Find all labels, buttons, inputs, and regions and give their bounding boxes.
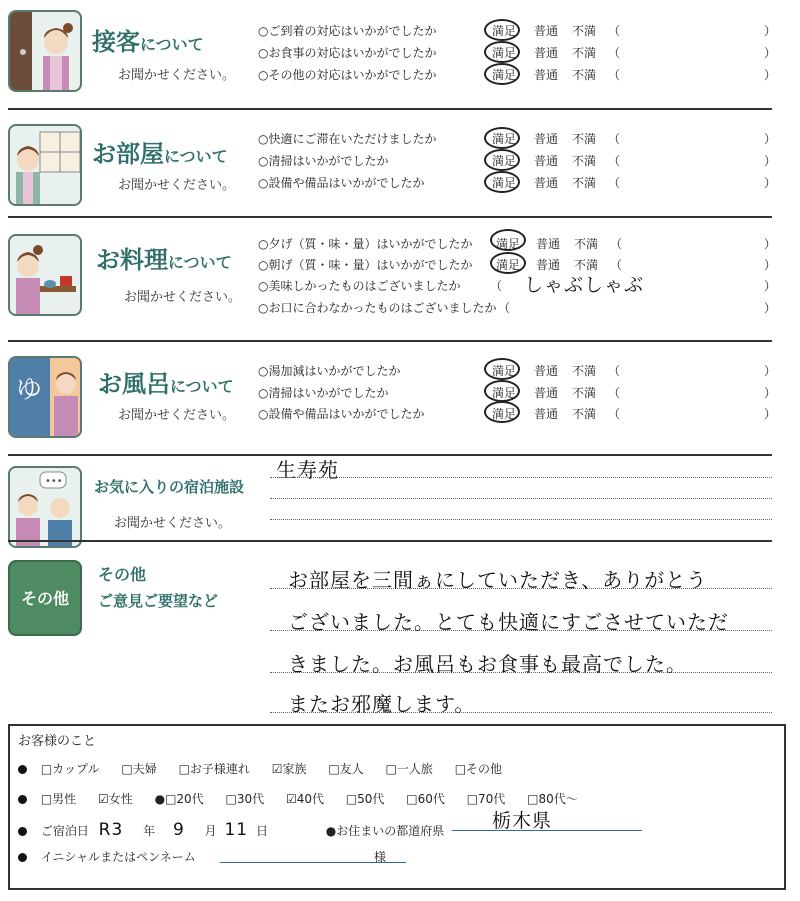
comment-close-paren: ） (764, 46, 777, 60)
stay-month-value[interactable]: 9 (172, 820, 185, 840)
comment-open-paren: （ (498, 301, 511, 315)
bath-illustration (8, 356, 82, 438)
comment-close-paren: ） (764, 279, 777, 293)
group-other-checkbox[interactable]: □その他 (454, 762, 503, 776)
comment-open-paren: （ (608, 24, 621, 38)
cuisine-title: お料理について (96, 246, 232, 274)
divider (8, 216, 772, 218)
favorite-dish-answer: しゃぶしゃぶ (524, 274, 645, 296)
selected-mark (484, 380, 520, 402)
other-badge (8, 560, 82, 636)
comment-close-paren: ） (764, 24, 777, 38)
other-title: その他 (98, 565, 147, 584)
rating-good[interactable]: 満足 (492, 24, 517, 38)
group-row (18, 760, 520, 777)
comment-open-paren: （ (608, 132, 621, 146)
age-40s-checkbox[interactable]: ☑40代 (285, 792, 324, 806)
rating-good[interactable]: 満足 (492, 176, 517, 190)
selected-mark (490, 252, 526, 274)
svg-text:ゆ: ゆ (16, 375, 43, 405)
svg-text:•••: ••• (45, 476, 63, 487)
comment-line-1: お部屋を三間ぁにしていただき、ありがとう (288, 568, 708, 592)
question-breakfast: ○朝げ（質・味・量）はいかがでしたか (258, 258, 473, 272)
rating-bad[interactable]: 不満 (572, 176, 597, 190)
group-children-checkbox[interactable]: □お子様連れ (178, 762, 250, 776)
room-subtitle: お聞かせください。 (118, 178, 236, 193)
bullet-icon (18, 765, 27, 774)
rating-normal[interactable]: 普通 (534, 24, 559, 38)
rating-bad[interactable]: 不満 (574, 237, 599, 251)
other-subtitle: ご意見ご要望など (98, 592, 219, 610)
other-badge-label: その他 (20, 589, 69, 608)
favorite-facility-title: お気に入りの宿泊施設 (94, 478, 245, 496)
rating-good[interactable]: 満足 (492, 407, 517, 421)
year-label: 年 (143, 824, 156, 838)
stay-day-value[interactable]: 11 (224, 820, 249, 840)
comment-close-paren: ） (764, 68, 777, 82)
comment-open-paren: （ (608, 154, 621, 168)
comment-close-paren: ） (764, 364, 777, 378)
group-friends-checkbox[interactable]: □友人 (328, 762, 364, 776)
age-30s-checkbox[interactable]: □30代 (225, 792, 265, 806)
comment-open-paren: （ (608, 68, 621, 82)
comment-open-paren: （ (610, 237, 623, 251)
gender-male-checkbox[interactable]: □男性 (40, 792, 77, 806)
question-other-service: ○その他の対応はいかがでしたか (258, 68, 437, 82)
comment-close-paren: ） (764, 132, 777, 146)
divider (8, 108, 772, 110)
rating-normal[interactable]: 普通 (534, 386, 559, 400)
question-dinner: ○夕げ（質・味・量）はいかがでしたか (258, 237, 473, 251)
room-illustration (8, 124, 82, 206)
gender-age-row (18, 790, 596, 807)
comment-close-paren: ） (764, 237, 777, 251)
selected-mark (484, 19, 520, 41)
bath-title: お風呂について (98, 370, 234, 398)
prefecture-label: ●お住まいの都道府県 (325, 824, 445, 838)
chat-illustration (8, 466, 82, 548)
divider (8, 454, 772, 456)
bullet-icon (18, 827, 27, 836)
comment-close-paren: ） (764, 176, 777, 190)
comment-open-paren: （ (608, 364, 621, 378)
comment-open-paren: （ (608, 386, 621, 400)
age-50s-checkbox[interactable]: □50代 (345, 792, 385, 806)
group-family-checkbox[interactable]: ☑家族 (271, 762, 307, 776)
age-20s-checkbox[interactable]: ●□20代 (154, 792, 204, 806)
selected-mark (484, 358, 520, 380)
comment-open-paren: （ (608, 176, 621, 190)
receptionist-illustration (8, 10, 82, 92)
question-water-temp: ○湯加減はいかがでしたか (258, 364, 401, 378)
selected-mark (484, 149, 520, 171)
gender-female-checkbox[interactable]: ☑女性 (98, 792, 133, 806)
name-label: イニシャルまたはペンネーム (40, 850, 196, 864)
rating-bad[interactable]: 不満 (572, 24, 597, 38)
question-bath-cleaning: ○清掃はいかがでしたか (258, 386, 389, 400)
writing-line (270, 498, 772, 499)
customer-heading: お客様のこと (18, 734, 97, 749)
comment-open-paren: （ (610, 258, 623, 272)
rating-bad[interactable]: 不満 (574, 258, 599, 272)
rating-bad[interactable]: 不満 (572, 407, 597, 421)
bullet-icon (18, 795, 27, 804)
group-married-checkbox[interactable]: □夫婦 (121, 762, 157, 776)
rating-good[interactable]: 満足 (492, 46, 517, 60)
favorite-facility-subtitle: お聞かせください。 (114, 516, 232, 531)
rating-normal[interactable]: 普通 (536, 237, 561, 251)
rating-bad[interactable]: 不満 (572, 68, 597, 82)
question-bath-equipment: ○設備や備品はいかがでしたか (258, 407, 425, 421)
writing-line (270, 477, 772, 478)
rating-normal[interactable]: 普通 (534, 46, 559, 60)
rating-good[interactable]: 満足 (492, 68, 517, 82)
rating-good[interactable]: 満足 (492, 132, 517, 146)
writing-line (270, 519, 772, 520)
question-favorite-dish: ○美味しかったものはございましたか (258, 279, 461, 293)
bath-subtitle: お聞かせください。 (118, 408, 236, 423)
comment-open-paren: （ (490, 279, 503, 293)
comment-line-3: きました。お風呂もお食事も最高でした。 (288, 652, 687, 676)
rating-normal[interactable]: 普通 (534, 407, 559, 421)
reception-title: 接客について (92, 28, 204, 56)
selected-mark (484, 63, 520, 85)
age-70s-checkbox[interactable]: □70代 (466, 792, 506, 806)
favorite-facility-answer: 生寿苑 (276, 458, 339, 482)
customer-info-box (8, 724, 786, 890)
rating-bad[interactable]: 不満 (572, 132, 597, 146)
comment-close-paren: ） (764, 258, 777, 272)
rating-good[interactable]: 満足 (492, 386, 517, 400)
rating-normal[interactable]: 普通 (534, 154, 559, 168)
rating-normal[interactable]: 普通 (534, 364, 559, 378)
divider (8, 340, 772, 342)
comment-close-paren: ） (764, 407, 777, 421)
group-solo-checkbox[interactable]: □一人旅 (385, 762, 433, 776)
rating-normal[interactable]: 普通 (534, 132, 559, 146)
rating-good[interactable]: 満足 (496, 237, 521, 251)
divider (8, 540, 772, 542)
question-room-equipment: ○設備や備品はいかがでしたか (258, 176, 425, 190)
question-room-cleaning: ○清掃はいかがでしたか (258, 154, 389, 168)
rating-bad[interactable]: 不満 (572, 46, 597, 60)
selected-mark (484, 127, 520, 149)
comment-open-paren: （ (608, 46, 621, 60)
question-arrival: ○ご到着の対応はいかがでしたか (258, 24, 437, 38)
day-label: 日 (255, 824, 268, 838)
rating-good[interactable]: 満足 (496, 258, 521, 272)
rating-normal[interactable]: 普通 (534, 68, 559, 82)
comment-close-paren: ） (764, 301, 777, 315)
prefecture-underline (452, 830, 642, 831)
rating-good[interactable]: 満足 (492, 364, 517, 378)
stay-era-value[interactable]: R3 (98, 820, 124, 840)
selected-mark (484, 171, 520, 193)
question-meal-service: ○お食事の対応はいかがでしたか (258, 46, 437, 60)
question-disliked-dish: ○お口に合わなかったものはございましたか (258, 301, 497, 315)
comment-close-paren: ） (764, 386, 777, 400)
age-60s-checkbox[interactable]: □60代 (406, 792, 445, 806)
cuisine-subtitle: お聞かせください。 (124, 290, 242, 305)
selected-mark (484, 401, 520, 423)
stay-date-label: ご宿泊日 (40, 824, 89, 838)
group-couple-checkbox[interactable]: □カップル (40, 762, 100, 776)
cuisine-illustration (8, 234, 82, 316)
rating-normal[interactable]: 普通 (534, 176, 559, 190)
rating-bad[interactable]: 不満 (572, 386, 597, 400)
prefecture-value[interactable]: 栃木県 (492, 810, 553, 832)
reception-subtitle: お聞かせください。 (118, 68, 236, 83)
bullet-icon (18, 853, 27, 862)
name-row (18, 848, 196, 865)
rating-good[interactable]: 満足 (492, 154, 517, 168)
question-comfort: ○快適にご滞在いただけましたか (258, 132, 437, 146)
comment-line-4: またお邪魔します。 (288, 692, 476, 716)
month-label: 月 (204, 824, 217, 838)
rating-bad[interactable]: 不満 (572, 364, 597, 378)
comment-line-2: ございました。とても快適にすごさせていただ (288, 610, 729, 634)
comment-open-paren: （ (608, 407, 621, 421)
name-suffix: 様 (374, 850, 387, 864)
rating-bad[interactable]: 不満 (572, 154, 597, 168)
selected-mark (490, 229, 526, 251)
comment-close-paren: ） (764, 154, 777, 168)
age-80s-checkbox[interactable]: □80代〜 (527, 792, 578, 806)
stay-date-row (18, 820, 444, 840)
rating-normal[interactable]: 普通 (536, 258, 561, 272)
room-title: お部屋について (92, 140, 228, 168)
selected-mark (484, 41, 520, 63)
